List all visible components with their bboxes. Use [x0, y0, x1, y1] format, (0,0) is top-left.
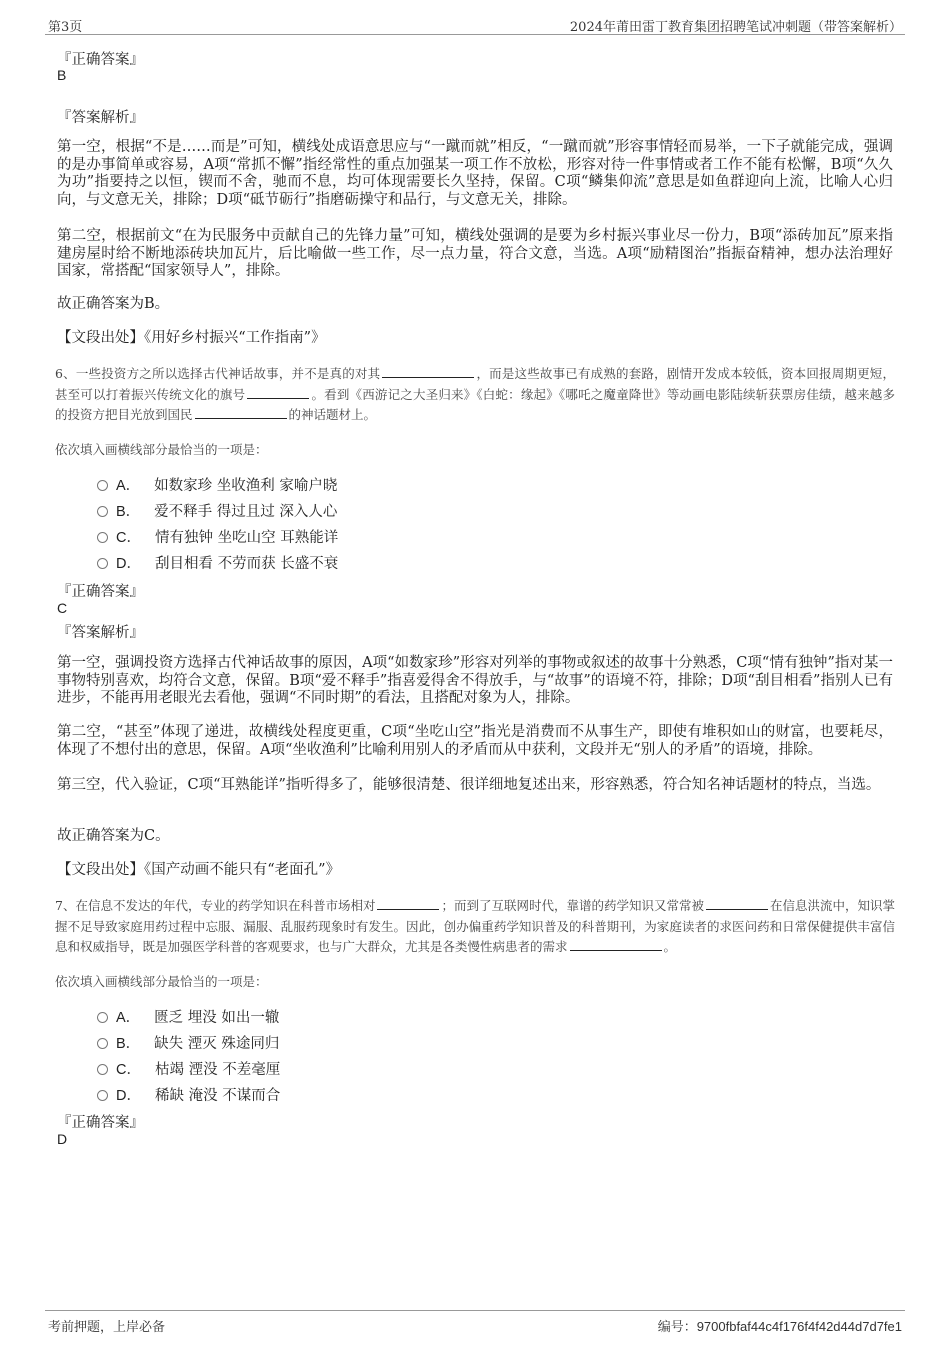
fill-blank	[382, 365, 474, 378]
stem-text: 。看到《西游记之大圣归来》《白蛇：缘起》《哪吒之魔童降世》等动画电影陆续斩获票房佳绩，越来越多的投资方把目光放到国民	[55, 386, 895, 422]
document-code: 编号：9700fbfaf44c4f176f4f42d44d7d7fe1	[657, 1319, 902, 1334]
stem-text: 的神话题材上。	[288, 407, 377, 422]
page-header	[45, 14, 905, 35]
question-stem	[55, 364, 895, 426]
correct-answer-label: 『正确答案』	[57, 52, 144, 68]
stem-text: ；而到了互联网时代，靠谱的药学知识又常常被	[441, 898, 704, 913]
analysis-paragraph: 第三空，代入验证，C项“耳熟能详”指听得多了，能够很清楚、很详细地复述出来，形容熟悉，符合知名神话题材的特点，当选。	[57, 777, 881, 793]
source-citation: 【文段出处】《国产动画不能只有“老面孔”》	[57, 862, 341, 878]
radio-icon[interactable]	[97, 506, 108, 517]
correct-answer-label: 『正确答案』	[57, 1115, 144, 1131]
fill-blank	[195, 406, 287, 419]
question-prompt: 依次填入画横线部分最恰当的一项是：	[55, 442, 268, 457]
fill-blank	[570, 938, 662, 951]
stem-text: 7、在信息不发达的年代，专业的药学知识在科普市场相对	[55, 898, 376, 913]
radio-icon[interactable]	[97, 558, 108, 569]
analysis-label: 『答案解析』	[57, 110, 144, 126]
analysis-label: 『答案解析』	[57, 625, 144, 641]
analysis-paragraph: 第二空，“甚至”体现了递进，故横线处程度更重，C项“坐吃山空”指光是消费而不从事生产，即使有堆积如山的财富，也要耗尽，体现了不想付出的意思，保留。A项“坐收渔利”比喻利用别人的矛盾而从中获利，文段并无“别人的矛盾”的语境，排除。	[57, 724, 893, 758]
radio-icon[interactable]	[97, 480, 108, 491]
answer-conclusion: 故正确答案为B。	[57, 296, 170, 312]
stem-text: 。	[663, 939, 677, 954]
correct-answer-value: B	[57, 67, 67, 83]
analysis-paragraph: 第一空，强调投资方选择古代神话故事的原因，A项“如数家珍”形容对列举的事物或叙述的故事十分熟悉，C项“情有独钟”指对某一事物特别喜欢，均符合文意，保留。B项“爱不释手”指喜爱得舍不得放手，与“故事”的语境不符，排除；D项“刮目相看”指别人已有进步，不能再用老眼光去看他，强调“不同时期”的看法，且搭配对象为人，排除。	[57, 655, 893, 706]
question-stem	[55, 896, 895, 958]
option-b[interactable]: B． 爱不释手 得过且过 深入人心	[97, 500, 337, 520]
option-a[interactable]: A． 如数家珍 坐收渔利 家喻户晓	[97, 474, 337, 494]
option-a[interactable]: A． 匮乏 埋没 如出一辙	[97, 1006, 279, 1026]
radio-icon[interactable]	[97, 1038, 108, 1049]
fill-blank	[247, 386, 309, 399]
correct-answer-value: D	[57, 1131, 68, 1147]
footer-slogan: 考前押题，上岸必备	[48, 1320, 166, 1335]
analysis-paragraph: 第一空，根据“不是……而是”可知，横线处成语意思应与“一蹴而就”相反，“一蹴而就”形容事情轻而易举，一下子就能完成，强调的是办事简单或容易，A项“常抓不懈”指经常性的重点加强某一项工作不放松，形容对待一件事情或者工作不能有松懈，B项“久久为功”指要持之以恒，锲而不舍，驰而不息，均可体现需要长久坚持，保留。C项“鳞集仰流”意思是如鱼群迎向上流，比喻人心归向，与文意无关，排除；D项“砥节砺行”指磨砺操守和品行，与文意无关，排除。	[57, 139, 893, 208]
correct-answer-value: C	[57, 600, 68, 616]
radio-icon[interactable]	[97, 1012, 108, 1023]
fill-blank	[706, 897, 768, 910]
option-b[interactable]: B． 缺失 湮灭 殊途同归	[97, 1032, 279, 1052]
page-footer	[45, 1310, 905, 1333]
stem-text: 6、一些投资方之所以选择古代神话故事，并不是真的对其	[55, 366, 381, 381]
document-title: 2024年莆田雷丁教育集团招聘笔试冲刺题（带答案解析）	[569, 20, 902, 35]
radio-icon[interactable]	[97, 1064, 108, 1075]
radio-icon[interactable]	[97, 532, 108, 543]
correct-answer-label: 『正确答案』	[57, 584, 144, 600]
stem-text: ，而是这些故事已有成熟的套路，剧情开发成本较低，资本回报周期更短，甚至可以打着振兴传统文化的旗号	[55, 366, 895, 402]
page-number: 第3页	[48, 20, 83, 35]
question-prompt: 依次填入画横线部分最恰当的一项是：	[55, 974, 268, 989]
stem-text: 在信息洪流中，知识掌握不足导致家庭用药过程中忘服、漏服、乱服药现象时有发生。因此，创办偏重药学知识普及的科普期刊，为家庭读者的求医问药和日常保健提供丰富信息和权威指导，既是加强医学科普的客观要求，也与广大群众，尤其是各类慢性病患者的需求	[55, 898, 895, 954]
option-d[interactable]: D． 刮目相看 不劳而获 长盛不衰	[97, 552, 338, 572]
analysis-paragraph: 第二空，根据前文“在为民服务中贡献自己的先锋力量”可知，横线处强调的是要为乡村振兴事业尽一份力，B项“添砖加瓦”原来指建房屋时给不断地添砖块加瓦片，后比喻做一些工作，尽一点力量，符合文意，当选。A项“励精图治”指振奋精神，想办法治理好国家，常搭配“国家领导人”，排除。	[57, 228, 893, 279]
option-d[interactable]: D． 稀缺 淹没 不谋而合	[97, 1084, 280, 1104]
radio-icon[interactable]	[97, 1090, 108, 1101]
fill-blank	[377, 897, 439, 910]
source-citation: 【文段出处】《用好乡村振兴“工作指南”》	[57, 330, 326, 346]
option-c[interactable]: C． 枯竭 湮没 不差毫厘	[97, 1058, 280, 1078]
option-c[interactable]: C． 情有独钟 坐吃山空 耳熟能详	[97, 526, 338, 546]
answer-conclusion: 故正确答案为C。	[57, 828, 170, 844]
